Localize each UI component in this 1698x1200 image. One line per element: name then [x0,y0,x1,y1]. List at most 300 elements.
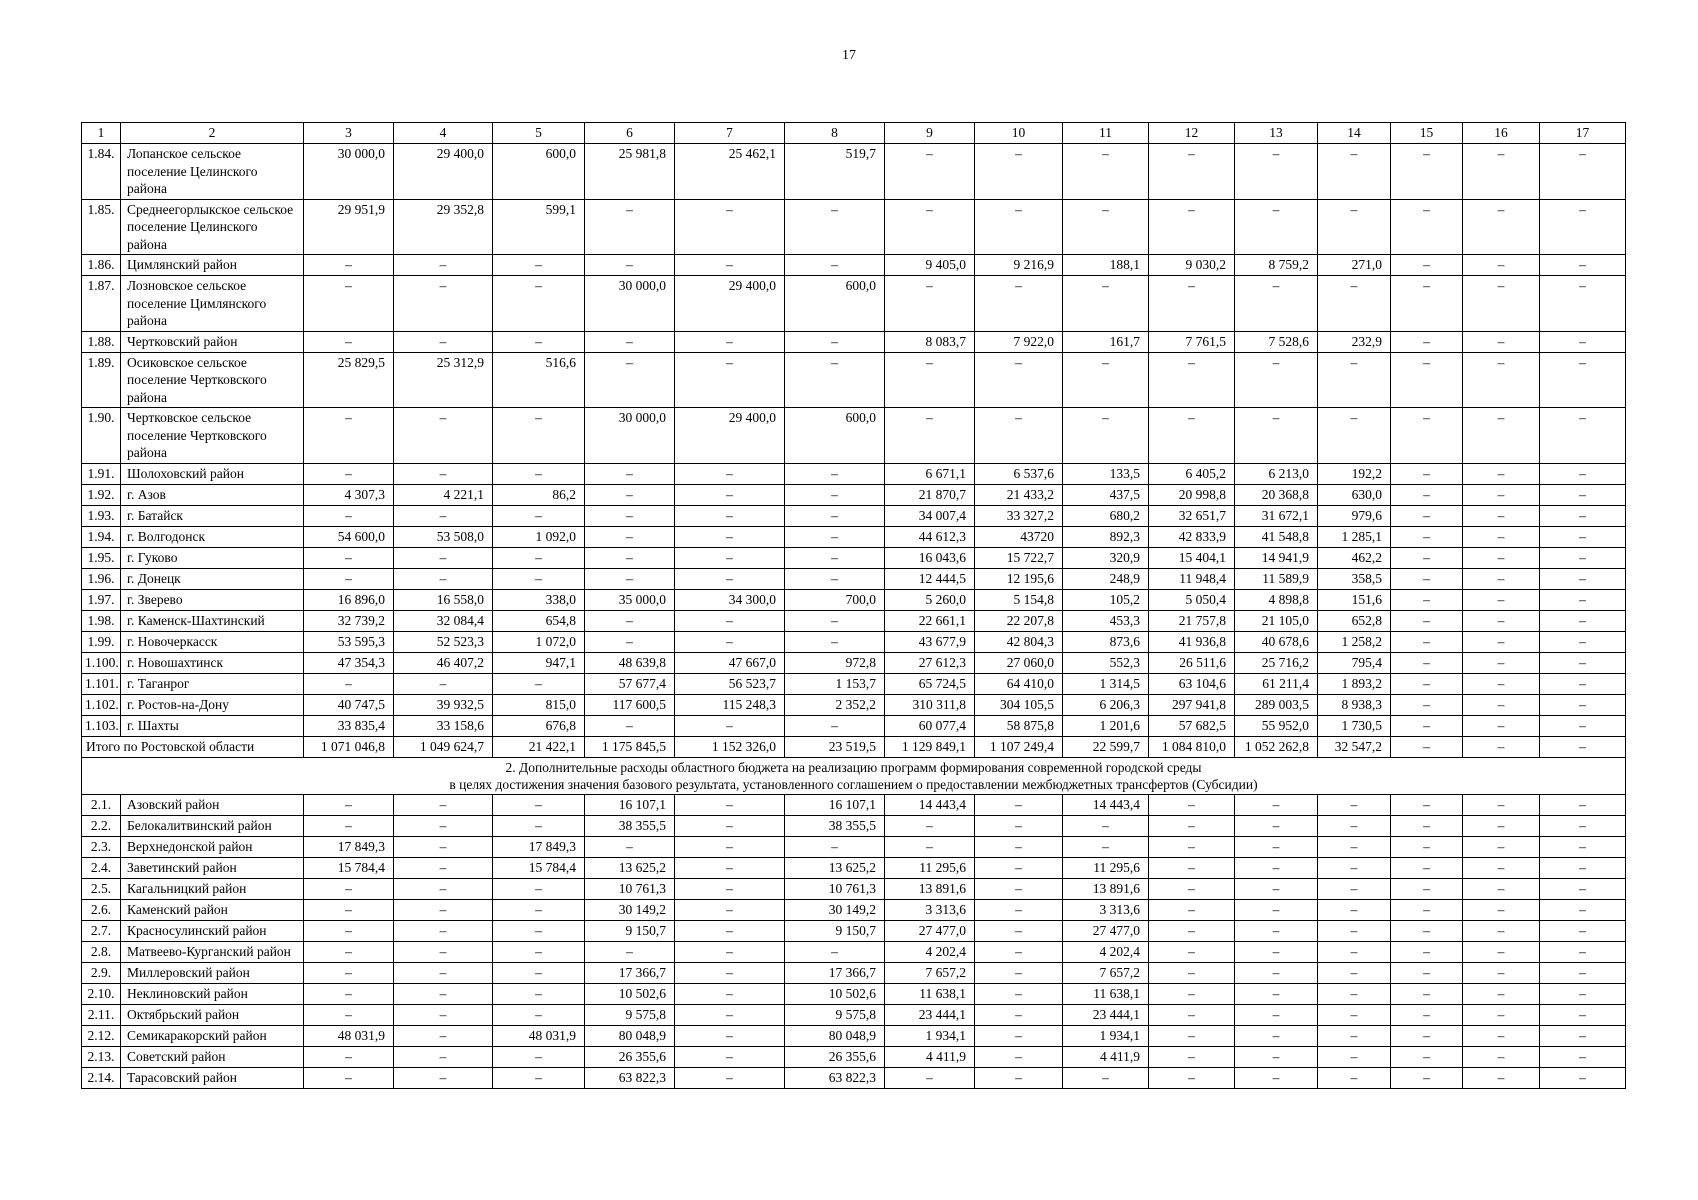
cell-value: 10 502,6 [785,983,885,1004]
cell-value: 23 444,1 [1063,1004,1149,1025]
cell-value: 462,2 [1318,547,1391,568]
cell-value: – [1463,857,1540,878]
cell-value: 17 366,7 [785,962,885,983]
cell-value: 892,3 [1063,526,1149,547]
cell-value: – [1391,1046,1463,1067]
cell-value: – [885,199,975,255]
row-name: г. Гуково [121,547,304,568]
cell-value: – [675,484,785,505]
cell-value: – [675,1046,785,1067]
column-number: 14 [1318,123,1391,144]
cell-value: – [675,1067,785,1088]
cell-value: – [1463,652,1540,673]
cell-value: – [1149,794,1235,815]
cell-value: – [394,408,493,464]
cell-value: – [1391,673,1463,694]
cell-value: 4 307,3 [304,484,394,505]
cell-value: 1 934,1 [1063,1025,1149,1046]
cell-value: – [675,568,785,589]
table-row [82,331,1626,352]
cell-value: – [394,878,493,899]
cell-value: – [1540,484,1626,505]
cell-value: 873,6 [1063,631,1149,652]
cell-value: 29 400,0 [394,144,493,200]
cell-value: – [675,610,785,631]
row-name: г. Ростов-на-Дону [121,694,304,715]
cell-value: 8 759,2 [1235,255,1318,276]
cell-value: – [1463,484,1540,505]
cell-value: 38 355,5 [585,815,675,836]
cell-value: 600,0 [785,276,885,332]
cell-value: – [1391,1025,1463,1046]
cell-value: – [675,631,785,652]
cell-value: – [785,484,885,505]
cell-value: – [585,547,675,568]
cell-value: 57 682,5 [1149,715,1235,736]
row-name: Лозновское сельское поселение Цимлянского района [121,276,304,332]
cell-value: – [1391,568,1463,589]
row-number: 1.96. [82,568,121,589]
total-value: 21 422,1 [493,736,585,757]
row-number: 1.86. [82,255,121,276]
cell-value: 20 998,8 [1149,484,1235,505]
cell-value: – [975,836,1063,857]
cell-value: – [304,463,394,484]
cell-value: 9 575,8 [785,1004,885,1025]
cell-value: – [975,794,1063,815]
row-number: 1.89. [82,352,121,408]
cell-value: – [785,836,885,857]
table-row [82,794,1626,815]
cell-value: – [394,794,493,815]
cell-value: – [785,463,885,484]
cell-value: 42 804,3 [975,631,1063,652]
cell-value: 6 537,6 [975,463,1063,484]
cell-value: 7 761,5 [1149,331,1235,352]
cell-value: – [304,899,394,920]
cell-value: – [1318,815,1391,836]
cell-value: – [975,920,1063,941]
cell-value: 32 084,4 [394,610,493,631]
cell-value: – [1318,878,1391,899]
cell-value: 1 893,2 [1318,673,1391,694]
section-heading [82,757,1626,794]
row-number: 1.101. [82,673,121,694]
cell-value: – [1391,463,1463,484]
cell-value: – [1235,983,1318,1004]
cell-value: – [394,1004,493,1025]
cell-value: – [1391,144,1463,200]
cell-value: 57 677,4 [585,673,675,694]
table-row [82,610,1626,631]
total-value: 1 152 326,0 [675,736,785,757]
cell-value: – [493,1067,585,1088]
cell-value: 11 638,1 [885,983,975,1004]
cell-value: – [304,1067,394,1088]
table-row [82,836,1626,857]
cell-value: – [304,815,394,836]
cell-value: – [675,352,785,408]
cell-value: – [975,1004,1063,1025]
cell-value: 9 150,7 [785,920,885,941]
row-name: Чертковский район [121,331,304,352]
cell-value: – [1463,408,1540,464]
cell-value: 6 206,3 [1063,694,1149,715]
cell-value: 17 366,7 [585,962,675,983]
cell-value: – [1235,941,1318,962]
cell-value: – [1540,505,1626,526]
cell-value: – [1540,815,1626,836]
cell-value: – [1149,276,1235,332]
cell-value: – [1463,255,1540,276]
cell-value: 9 150,7 [585,920,675,941]
cell-value: – [493,899,585,920]
cell-value: – [1235,857,1318,878]
cell-value: 3 313,6 [885,899,975,920]
cell-value: – [675,331,785,352]
cell-value: – [1149,144,1235,200]
cell-value: – [304,941,394,962]
cell-value: 600,0 [493,144,585,200]
cell-value: – [1540,1004,1626,1025]
cell-value: – [1540,962,1626,983]
cell-value: – [1149,878,1235,899]
cell-value: 676,8 [493,715,585,736]
cell-value: – [394,547,493,568]
cell-value: – [1463,463,1540,484]
cell-value: 53 595,3 [304,631,394,652]
table-row [82,408,1626,464]
cell-value: 21 757,8 [1149,610,1235,631]
cell-value: – [1540,610,1626,631]
cell-value: 80 048,9 [785,1025,885,1046]
row-name: г. Зверево [121,589,304,610]
table-row [82,962,1626,983]
cell-value: – [585,526,675,547]
cell-value: – [394,1046,493,1067]
cell-value: 1 285,1 [1318,526,1391,547]
cell-value: 320,9 [1063,547,1149,568]
cell-value: 58 875,8 [975,715,1063,736]
cell-value: – [1149,815,1235,836]
row-name: Чертковское сельское поселение Чертковского района [121,408,304,464]
row-name: Тарасовский район [121,1067,304,1088]
cell-value: 947,1 [493,652,585,673]
table-row [82,920,1626,941]
cell-value: – [1318,199,1391,255]
row-number: 1.102. [82,694,121,715]
cell-value: – [304,673,394,694]
row-number: 1.91. [82,463,121,484]
cell-value: – [585,836,675,857]
row-name: г. Азов [121,484,304,505]
cell-value: – [1391,255,1463,276]
cell-value: – [785,941,885,962]
row-name: г. Новочеркасск [121,631,304,652]
cell-value: 47 354,3 [304,652,394,673]
cell-value: – [785,715,885,736]
cell-value: – [975,983,1063,1004]
cell-value: – [304,408,394,464]
cell-value: – [675,526,785,547]
cell-value: – [493,1004,585,1025]
cell-value: 795,4 [1318,652,1391,673]
cell-value: – [675,899,785,920]
cell-value: – [1391,652,1463,673]
row-number: 2.12. [82,1025,121,1046]
cell-value: 7 657,2 [1063,962,1149,983]
cell-value: – [1318,1067,1391,1088]
cell-value: 30 149,2 [785,899,885,920]
row-name: Октябрьский район [121,1004,304,1025]
cell-value: 4 411,9 [1063,1046,1149,1067]
cell-value: – [1463,983,1540,1004]
row-number: 2.11. [82,1004,121,1025]
cell-value: 54 600,0 [304,526,394,547]
cell-value: – [585,631,675,652]
total-value: 1 175 845,5 [585,736,675,757]
cell-value: – [1318,1004,1391,1025]
cell-value: – [1149,983,1235,1004]
cell-value: 86,2 [493,484,585,505]
table-row [82,255,1626,276]
cell-value: 13 891,6 [1063,878,1149,899]
cell-value: 40 678,6 [1235,631,1318,652]
cell-value: 15 784,4 [493,857,585,878]
total-value: 32 547,2 [1318,736,1391,757]
cell-value: 654,8 [493,610,585,631]
cell-value: – [675,836,785,857]
row-number: 1.100. [82,652,121,673]
cell-value: 8 083,7 [885,331,975,352]
cell-value: 516,6 [493,352,585,408]
cell-value: 15 784,4 [304,857,394,878]
total-value: 1 107 249,4 [975,736,1063,757]
cell-value: 53 508,0 [394,526,493,547]
table-row [82,983,1626,1004]
total-value: 1 049 624,7 [394,736,493,757]
cell-value: – [1235,1046,1318,1067]
cell-value: 358,5 [1318,568,1391,589]
cell-value: – [1391,484,1463,505]
cell-value: – [1149,920,1235,941]
cell-value: – [1463,505,1540,526]
cell-value: – [1463,144,1540,200]
cell-value: 14 941,9 [1235,547,1318,568]
cell-value: – [1318,352,1391,408]
cell-value: – [493,920,585,941]
total-value: 23 519,5 [785,736,885,757]
cell-value: – [1391,631,1463,652]
cell-value: – [1235,962,1318,983]
cell-value: 16 896,0 [304,589,394,610]
cell-value: – [1463,610,1540,631]
cell-value: – [975,352,1063,408]
cell-value: – [1540,836,1626,857]
cell-value: – [394,505,493,526]
cell-value: – [785,331,885,352]
column-number: 15 [1391,123,1463,144]
cell-value: – [1149,899,1235,920]
row-name: г. Таганрог [121,673,304,694]
cell-value: – [1540,920,1626,941]
cell-value: 11 295,6 [885,857,975,878]
cell-value: – [1391,836,1463,857]
cell-value: 1 153,7 [785,673,885,694]
row-name: г. Донецк [121,568,304,589]
cell-value: – [1540,794,1626,815]
cell-value: 4 221,1 [394,484,493,505]
cell-value: – [1540,199,1626,255]
cell-value: 1 258,2 [1318,631,1391,652]
cell-value: 11 948,4 [1149,568,1235,589]
row-number: 1.92. [82,484,121,505]
cell-value: – [394,673,493,694]
row-number: 1.95. [82,547,121,568]
cell-value: – [1540,1067,1626,1088]
table-row [82,463,1626,484]
cell-value: 41 548,8 [1235,526,1318,547]
cell-value: 40 747,5 [304,694,394,715]
cell-value: – [493,794,585,815]
cell-value: 63 822,3 [585,1067,675,1088]
column-number: 9 [885,123,975,144]
cell-value: – [304,547,394,568]
cell-value: 599,1 [493,199,585,255]
cell-value: 43720 [975,526,1063,547]
cell-value: 63 104,6 [1149,673,1235,694]
cell-value: – [1391,1004,1463,1025]
cell-value: – [1540,568,1626,589]
cell-value: 9 575,8 [585,1004,675,1025]
table-row [82,276,1626,332]
cell-value: – [1391,408,1463,464]
cell-value: 12 444,5 [885,568,975,589]
cell-value: – [1235,144,1318,200]
cell-value: – [1063,276,1149,332]
cell-value: – [1463,199,1540,255]
row-name: Шолоховский район [121,463,304,484]
cell-value: – [304,505,394,526]
table-row [82,694,1626,715]
column-number: 10 [975,123,1063,144]
row-name: Верхнедонской район [121,836,304,857]
cell-value: 21 105,0 [1235,610,1318,631]
row-name: Белокалитвинский район [121,815,304,836]
total-row [82,736,1626,757]
table-row [82,1067,1626,1088]
cell-value: – [585,484,675,505]
row-name: г. Шахты [121,715,304,736]
cell-value: – [1391,815,1463,836]
cell-value: – [1063,1067,1149,1088]
cell-value: – [1540,941,1626,962]
row-name: Цимлянский район [121,255,304,276]
cell-value: 13 625,2 [585,857,675,878]
cell-value: 31 672,1 [1235,505,1318,526]
cell-value: – [1463,547,1540,568]
cell-value: – [304,983,394,1004]
cell-value: – [1391,526,1463,547]
cell-value: – [1391,505,1463,526]
cell-value: – [1391,1067,1463,1088]
cell-value: 25 312,9 [394,352,493,408]
cell-value: – [785,352,885,408]
cell-value: – [1540,715,1626,736]
cell-value: – [785,505,885,526]
cell-value: – [1391,794,1463,815]
cell-value: – [1540,144,1626,200]
cell-value: – [675,715,785,736]
section-heading-row [82,757,1626,794]
cell-value: – [394,331,493,352]
row-number: 2.2. [82,815,121,836]
cell-value: – [1391,331,1463,352]
row-name: Заветинский район [121,857,304,878]
cell-value: – [1318,941,1391,962]
cell-value: 15 404,1 [1149,547,1235,568]
cell-value: – [585,941,675,962]
column-number: 12 [1149,123,1235,144]
cell-value: 35 000,0 [585,589,675,610]
cell-value: 29 352,8 [394,199,493,255]
cell-value: – [1149,352,1235,408]
cell-value: 80 048,9 [585,1025,675,1046]
cell-value: – [1318,962,1391,983]
cell-value: – [394,983,493,1004]
table-row [82,941,1626,962]
cell-value: 13 625,2 [785,857,885,878]
cell-value: 34 300,0 [675,589,785,610]
cell-value: – [394,941,493,962]
column-number: 16 [1463,123,1540,144]
cell-value: – [1391,920,1463,941]
cell-value: – [675,920,785,941]
cell-value: 10 761,3 [585,878,675,899]
cell-value: 1 730,5 [1318,715,1391,736]
cell-value: 32 739,2 [304,610,394,631]
cell-value: – [304,255,394,276]
cell-value: – [1391,962,1463,983]
cell-value: 32 651,7 [1149,505,1235,526]
column-number: 4 [394,123,493,144]
cell-value: – [1463,899,1540,920]
cell-value: – [1063,199,1149,255]
cell-value: 25 716,2 [1235,652,1318,673]
cell-value: 61 211,4 [1235,673,1318,694]
cell-value: – [975,199,1063,255]
cell-value: – [975,276,1063,332]
cell-value: – [493,941,585,962]
cell-value: 15 722,7 [975,547,1063,568]
cell-value: – [1318,276,1391,332]
cell-value: 47 667,0 [675,652,785,673]
row-name: Советский район [121,1046,304,1067]
cell-value: – [493,983,585,1004]
cell-value: 39 932,5 [394,694,493,715]
cell-value: – [1540,857,1626,878]
column-number: 1 [82,123,121,144]
table-row [82,352,1626,408]
cell-value: 12 195,6 [975,568,1063,589]
row-name: г. Волгодонск [121,526,304,547]
column-number-row [82,123,1626,144]
cell-value: 133,5 [1063,463,1149,484]
cell-value: 815,0 [493,694,585,715]
cell-value: 25 462,1 [675,144,785,200]
cell-value: – [1235,899,1318,920]
cell-value: 48 031,9 [304,1025,394,1046]
